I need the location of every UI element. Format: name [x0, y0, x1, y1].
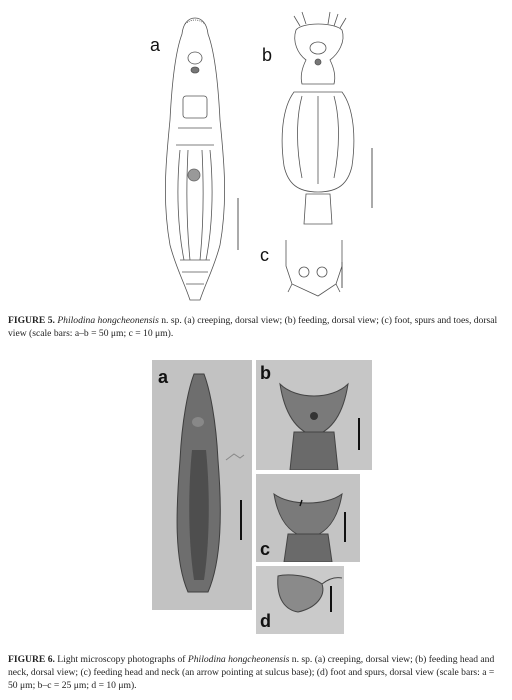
fig6-photo-b-image	[256, 360, 372, 470]
fig5-label-b: b	[262, 45, 273, 65]
fig5-label-a: a	[150, 35, 161, 55]
fig6-scale-bar-d	[330, 586, 332, 612]
fig5-drawing-b	[272, 8, 382, 238]
fig6-caption-pre: Light microscopy photographs of	[54, 654, 188, 665]
fig6-label-a: a	[158, 367, 169, 387]
fig6-photo-a-image	[152, 360, 252, 610]
fig6-scale-bar-b	[358, 418, 360, 450]
fig6-label-d: d	[260, 611, 271, 631]
fig5-caption-species: Philodina hongcheonensis	[57, 315, 159, 326]
fig6-photo-a	[152, 360, 252, 610]
fig6-photo-c	[256, 474, 360, 562]
fig6-photo-b	[256, 360, 372, 470]
fig6-photo-d	[256, 566, 344, 634]
fig6-label-c: c	[260, 539, 271, 559]
fig5-caption-text: n. sp. (a) creeping, dorsal view; (b) feeding, dorsal view; (c) foot, spurs and toes, dorsal view (scale bars: a–b = 50 μm; c = 10 μm).	[8, 315, 498, 339]
fig5-drawing-a	[150, 10, 240, 310]
fig5-caption	[8, 314, 504, 340]
fig5-drawing-c	[278, 236, 358, 306]
fig6-caption-text: n. sp. (a) creeping, dorsal view; (b) feeding head and neck, dorsal view; (c) feeding head and neck (an arrow pointing at sulcus base); (d) foot and spurs, dorsal view (scale bars: a = 50 μm; b–c = 25 μm; d = 10 μm).	[8, 654, 495, 691]
fig5-caption-label: FIGURE 5.	[8, 315, 55, 326]
fig5-label-c: c	[260, 245, 269, 265]
fig6-caption-species: Philodina hongcheonensis	[187, 654, 290, 665]
fig6-scale-bar-c	[344, 512, 346, 542]
fig6-label-b: b	[260, 363, 271, 383]
fig6-caption	[8, 653, 504, 692]
fig6-caption-label: FIGURE 6.	[8, 654, 55, 665]
fig6-scale-bar-a	[240, 500, 242, 540]
